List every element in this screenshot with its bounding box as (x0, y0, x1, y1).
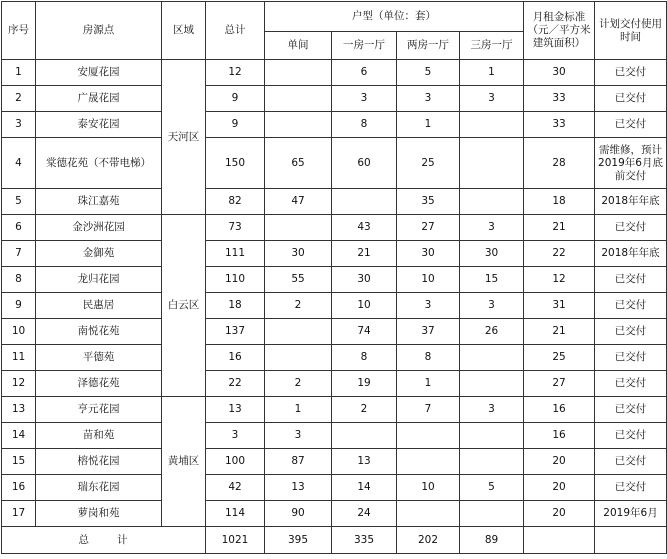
row-1br: 6 (332, 60, 397, 86)
row-seq: 4 (2, 138, 36, 189)
table-row (2, 293, 667, 319)
row-total: 22 (206, 371, 265, 397)
row-name: 棠德花苑（不带电梯） (36, 138, 162, 189)
row-total: 100 (206, 449, 265, 475)
row-studio (265, 112, 332, 138)
row-1br: 8 (332, 112, 397, 138)
row-studio: 2 (265, 293, 332, 319)
row-2br: 3 (397, 86, 460, 112)
table-row (2, 215, 667, 241)
totals-label: 总计 (2, 527, 206, 554)
row-rent: 27 (524, 371, 595, 397)
row-seq: 17 (2, 501, 36, 527)
row-3br: 5 (460, 475, 524, 501)
row-plan: 已交付 (595, 267, 667, 293)
row-3br: 3 (460, 215, 524, 241)
totals-plan-empty (595, 527, 667, 554)
row-seq: 14 (2, 423, 36, 449)
row-2br: 1 (397, 371, 460, 397)
row-studio (265, 215, 332, 241)
table-row (2, 475, 667, 501)
row-total: 137 (206, 319, 265, 345)
row-name: 瑞东花园 (36, 475, 162, 501)
row-3br (460, 345, 524, 371)
totals-3br: 89 (460, 527, 524, 554)
header-plan: 计划交付使用时间 (595, 2, 667, 60)
row-1br: 24 (332, 501, 397, 527)
row-studio: 65 (265, 138, 332, 189)
row-name: 龙归花园 (36, 267, 162, 293)
header-type-studio: 单间 (265, 32, 332, 60)
row-rent: 22 (524, 241, 595, 267)
row-3br (460, 371, 524, 397)
header-row-1 (2, 2, 667, 32)
table-row (2, 60, 667, 86)
row-3br: 3 (460, 397, 524, 423)
row-1br: 60 (332, 138, 397, 189)
row-total: 13 (206, 397, 265, 423)
row-1br: 10 (332, 293, 397, 319)
row-plan: 2018年年底 (595, 241, 667, 267)
housing-table (1, 1, 667, 554)
row-plan: 已交付 (595, 86, 667, 112)
row-plan: 已交付 (595, 449, 667, 475)
row-studio: 3 (265, 423, 332, 449)
header-total: 总计 (206, 2, 265, 60)
row-3br: 1 (460, 60, 524, 86)
header-rent: 月租金标准（元／平方米建筑面积） (524, 2, 595, 60)
table-row (2, 371, 667, 397)
row-rent: 25 (524, 345, 595, 371)
row-studio (265, 60, 332, 86)
header-name: 房源点 (36, 2, 162, 60)
row-total: 73 (206, 215, 265, 241)
row-1br: 14 (332, 475, 397, 501)
table-row (2, 449, 667, 475)
row-3br: 26 (460, 319, 524, 345)
row-seq: 15 (2, 449, 36, 475)
row-name: 亨元花园 (36, 397, 162, 423)
row-rent: 16 (524, 423, 595, 449)
header-district: 区域 (162, 2, 206, 60)
row-seq: 16 (2, 475, 36, 501)
row-name: 金沙洲花园 (36, 215, 162, 241)
table-row (2, 86, 667, 112)
row-rent: 31 (524, 293, 595, 319)
row-plan: 需维修，预计2019年6月底前交付 (595, 138, 667, 189)
totals-1br: 335 (332, 527, 397, 554)
row-name: 泽德花苑 (36, 371, 162, 397)
totals-2br: 202 (397, 527, 460, 554)
row-plan: 已交付 (595, 215, 667, 241)
row-2br: 5 (397, 60, 460, 86)
row-2br: 7 (397, 397, 460, 423)
row-2br: 30 (397, 241, 460, 267)
row-1br (332, 189, 397, 215)
row-district: 黄埔区 (162, 397, 206, 527)
row-rent: 21 (524, 319, 595, 345)
table-row (2, 241, 667, 267)
table-row (2, 138, 667, 189)
row-1br: 74 (332, 319, 397, 345)
row-name: 民惠居 (36, 293, 162, 319)
row-3br (460, 423, 524, 449)
row-studio: 87 (265, 449, 332, 475)
row-seq: 10 (2, 319, 36, 345)
header-type-3br: 三房一厅 (460, 32, 524, 60)
row-total: 150 (206, 138, 265, 189)
row-studio (265, 319, 332, 345)
row-total: 114 (206, 501, 265, 527)
row-total: 9 (206, 86, 265, 112)
row-3br: 30 (460, 241, 524, 267)
row-seq: 12 (2, 371, 36, 397)
row-3br (460, 138, 524, 189)
row-name: 萝岗和苑 (36, 501, 162, 527)
table-body (2, 60, 667, 554)
row-1br: 30 (332, 267, 397, 293)
row-studio: 47 (265, 189, 332, 215)
row-total: 42 (206, 475, 265, 501)
table-row (2, 189, 667, 215)
row-1br: 3 (332, 86, 397, 112)
row-studio: 30 (265, 241, 332, 267)
row-2br: 27 (397, 215, 460, 241)
table-row (2, 501, 667, 527)
row-plan: 已交付 (595, 397, 667, 423)
row-2br: 1 (397, 112, 460, 138)
row-total: 3 (206, 423, 265, 449)
row-total: 9 (206, 112, 265, 138)
header-type-1br: 一房一厅 (332, 32, 397, 60)
header-type-2br: 两房一厅 (397, 32, 460, 60)
header-seq: 序号 (2, 2, 36, 60)
row-seq: 3 (2, 112, 36, 138)
row-2br: 25 (397, 138, 460, 189)
row-2br: 3 (397, 293, 460, 319)
row-name: 榕悦花园 (36, 449, 162, 475)
row-studio: 55 (265, 267, 332, 293)
row-2br: 8 (397, 345, 460, 371)
row-plan: 2019年6月 (595, 501, 667, 527)
row-rent: 20 (524, 475, 595, 501)
totals-studio: 395 (265, 527, 332, 554)
row-rent: 33 (524, 86, 595, 112)
row-2br (397, 501, 460, 527)
row-3br: 3 (460, 86, 524, 112)
row-seq: 2 (2, 86, 36, 112)
row-rent: 18 (524, 189, 595, 215)
row-name: 珠江嘉苑 (36, 189, 162, 215)
table-row (2, 267, 667, 293)
row-total: 110 (206, 267, 265, 293)
row-plan: 已交付 (595, 293, 667, 319)
row-name: 平德苑 (36, 345, 162, 371)
row-3br (460, 189, 524, 215)
row-2br: 10 (397, 267, 460, 293)
row-studio: 2 (265, 371, 332, 397)
totals-rent-empty (524, 527, 595, 554)
row-studio (265, 86, 332, 112)
row-rent: 12 (524, 267, 595, 293)
table-row (2, 423, 667, 449)
row-name: 金御苑 (36, 241, 162, 267)
row-total: 12 (206, 60, 265, 86)
row-3br (460, 501, 524, 527)
row-plan: 已交付 (595, 423, 667, 449)
row-name: 南悦花苑 (36, 319, 162, 345)
table-row (2, 397, 667, 423)
row-total: 18 (206, 293, 265, 319)
row-3br: 3 (460, 293, 524, 319)
row-3br (460, 112, 524, 138)
row-1br: 13 (332, 449, 397, 475)
row-name: 泰安花园 (36, 112, 162, 138)
totals-row (2, 527, 667, 554)
row-1br: 19 (332, 371, 397, 397)
row-2br: 10 (397, 475, 460, 501)
table-row (2, 319, 667, 345)
row-seq: 6 (2, 215, 36, 241)
row-2br: 35 (397, 189, 460, 215)
row-total: 111 (206, 241, 265, 267)
row-plan: 已交付 (595, 112, 667, 138)
row-plan: 2018年年底 (595, 189, 667, 215)
row-name: 安厦花园 (36, 60, 162, 86)
row-plan: 已交付 (595, 319, 667, 345)
row-plan: 已交付 (595, 475, 667, 501)
row-studio: 1 (265, 397, 332, 423)
row-name: 苗和苑 (36, 423, 162, 449)
row-district: 白云区 (162, 215, 206, 397)
row-1br: 2 (332, 397, 397, 423)
row-2br (397, 423, 460, 449)
row-name: 广晟花园 (36, 86, 162, 112)
row-rent: 20 (524, 449, 595, 475)
row-rent: 33 (524, 112, 595, 138)
header-unit-type: 户型（单位：套） (265, 2, 524, 32)
row-district: 天河区 (162, 60, 206, 215)
row-studio (265, 345, 332, 371)
row-rent: 16 (524, 397, 595, 423)
row-1br (332, 423, 397, 449)
row-3br (460, 449, 524, 475)
row-seq: 11 (2, 345, 36, 371)
row-total: 82 (206, 189, 265, 215)
row-total: 16 (206, 345, 265, 371)
row-2br: 37 (397, 319, 460, 345)
row-plan: 已交付 (595, 371, 667, 397)
row-studio: 13 (265, 475, 332, 501)
row-plan: 已交付 (595, 60, 667, 86)
row-3br: 15 (460, 267, 524, 293)
row-1br: 8 (332, 345, 397, 371)
row-rent: 28 (524, 138, 595, 189)
row-2br (397, 449, 460, 475)
row-seq: 1 (2, 60, 36, 86)
row-rent: 21 (524, 215, 595, 241)
row-plan: 已交付 (595, 345, 667, 371)
row-seq: 8 (2, 267, 36, 293)
row-1br: 43 (332, 215, 397, 241)
table-row (2, 345, 667, 371)
row-studio: 90 (265, 501, 332, 527)
totals-total: 1021 (206, 527, 265, 554)
row-seq: 5 (2, 189, 36, 215)
row-seq: 13 (2, 397, 36, 423)
row-seq: 9 (2, 293, 36, 319)
table-row (2, 112, 667, 138)
row-1br: 21 (332, 241, 397, 267)
row-seq: 7 (2, 241, 36, 267)
row-rent: 30 (524, 60, 595, 86)
row-rent: 20 (524, 501, 595, 527)
